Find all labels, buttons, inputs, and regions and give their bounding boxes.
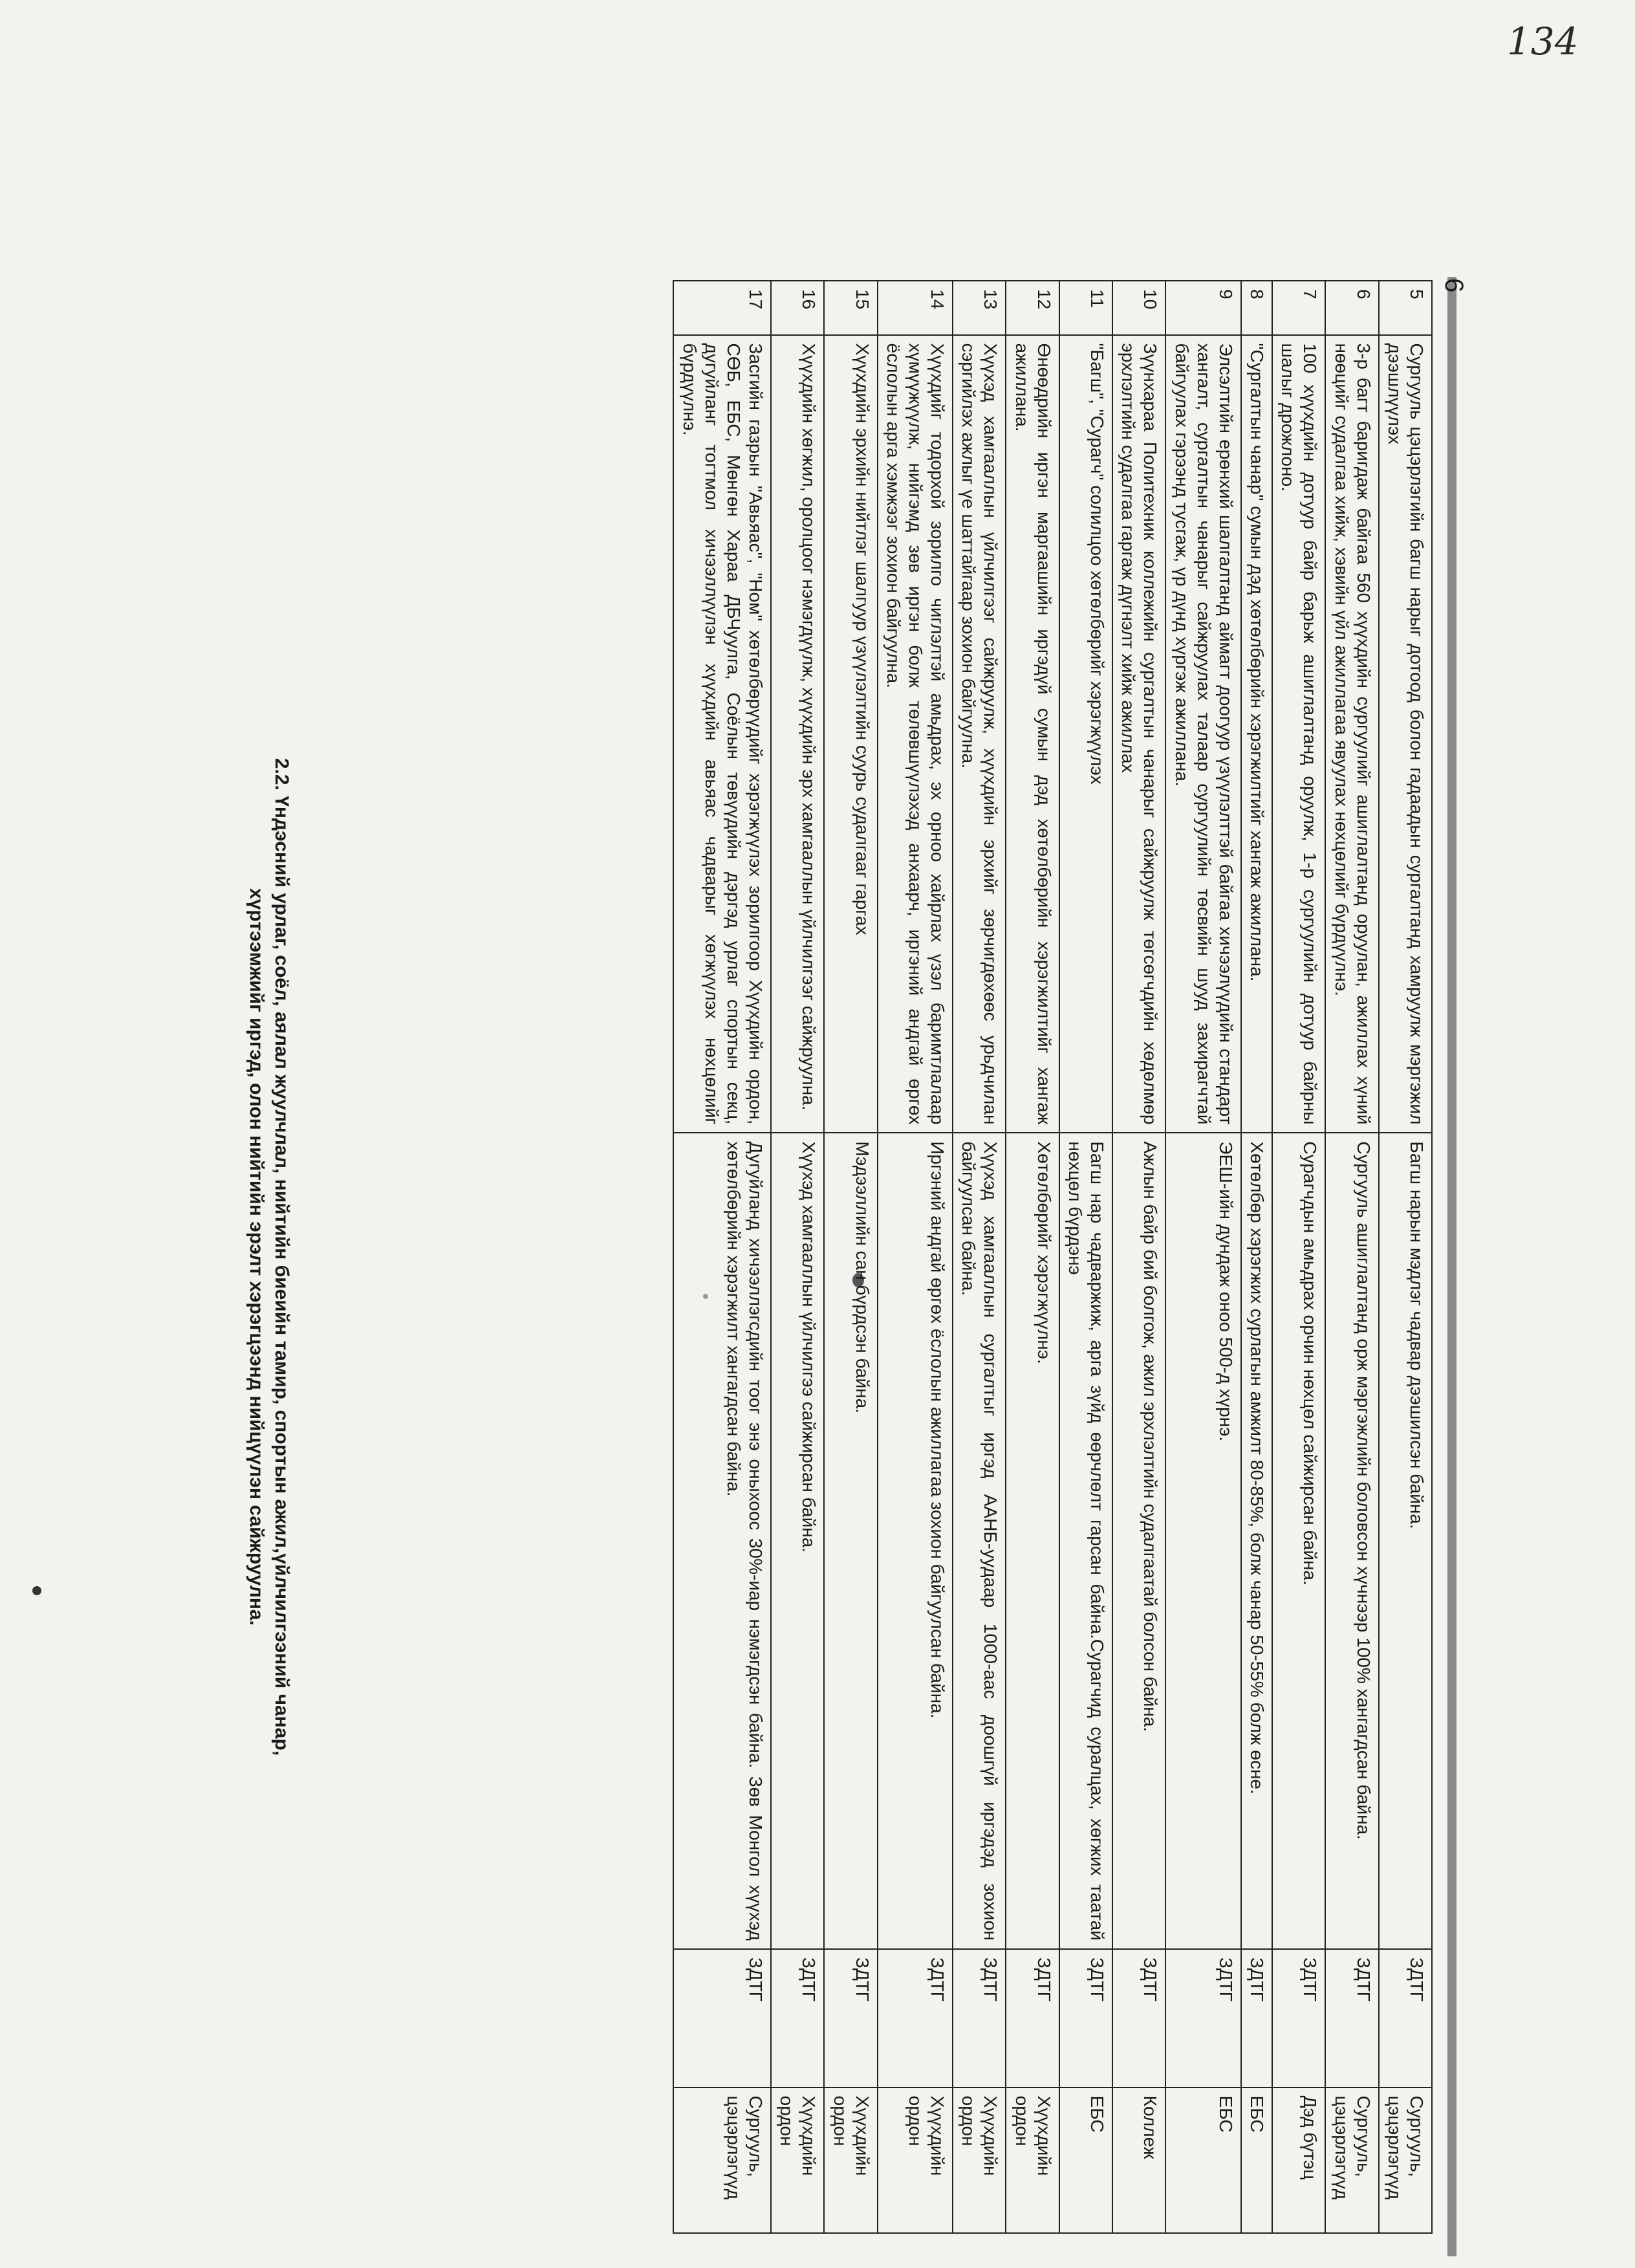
row-number: 6 (1325, 281, 1378, 335)
row-number: 15 (824, 281, 877, 335)
activity-cell: Элсэлтийн ерөнхий шалгалтанд аймагт доогуур үзүүлэлттэй байгаа хичээлүүдийн стандарт хангалт, сургалтын чанарыг сайжруулах талаар сургуулийн төсвийн шууд захирагчтай байгуулах гэрээнд тусгаж, үр дүнд хүргэж ажиллана. (1165, 335, 1240, 1133)
activity-cell: Сургууль цэцэрлэгийн багш нарыг дотоод болон гадаадын сургалтанд хамруулж мэргэжил дээшлүүлэх (1379, 335, 1432, 1133)
activity-cell: Зүүнхараа Политехник коллежийн сургалтын чанарыг сайжруулж төгсөгчдийн хөдөлмөр эрхлэлтийн судалгаа гаргаж дүгнэлт хийж ажиллах (1112, 335, 1165, 1133)
result-cell: Дугуйланд хичээллэгсдийн тоог энэ оныхоос 30%-иар нэмэгдсэн байна. Зөв Монгол хүүхэд хөтөлбөрийн хэрэгжилт хангагдсан байна. (673, 1133, 771, 1948)
activity-cell: Хүүхдийн хөгжил, оролцоог нэмэгдүүлж, хүүхдийн эрх хамгааллын үйлчилгээг сайжруулна. (771, 335, 824, 1133)
result-cell: Сурагчдын амьдрах орчин нөхцөл сайжирсан байна. (1272, 1133, 1325, 1948)
responsible-org-cell: Сургууль, цэцэрлэгүүд (1325, 2088, 1378, 2233)
activity-cell: 100 хүүхдийн дотуур байр барьж ашиглалтанд оруулж, 1-р сургуулийн дотуур байрны шалыг дрожлоно. (1272, 335, 1325, 1133)
funding-cell: ЗДТГ (1325, 1949, 1378, 2088)
table-row (1272, 281, 1325, 2233)
table-row (771, 281, 824, 2233)
table-row (1241, 281, 1272, 2233)
responsible-org-cell: Сургууль, цэцэрлэгүүд (673, 2088, 771, 2233)
result-cell: Багш нар чадваржиж, арга зүйд өөрчлөлт гарсан байна.Сурагчид суралцах, хөгжих таатай нөхцөл бүрдэнэ (1059, 1133, 1112, 1948)
activity-cell: Засгийн газрын "Авьяас", "Ном" хөтөлбөрүүдийг хэрэгжүүлэх зорилгоор Хүүхдийн ордон, СӨБ, ЕБС, Мөнгөн Хараа ДБЧуулга, Соёлын төвүүдийн дэргэд урлаг спортын секц, дугуйланг тогтмол хичээллүүлэн хүүхдийн авьяас чадварыг хөгжүүлэх нөхцөлийг бүрдүүлнэ. (673, 335, 771, 1133)
page-margin-bar (1447, 277, 1456, 2256)
responsible-org-cell: ЕБС (1059, 2088, 1112, 2233)
section-heading (244, 280, 294, 2234)
result-cell: Мэдээллийн сан бүрдсэн байна. (824, 1133, 877, 1948)
section-heading-line-1: 2.2. Үндэсний урлаг, соёл, аялал жуулчлал, нийтийн биеийн тамир, спортын ажил,үйлчилгээний чанар, (271, 758, 292, 1756)
result-cell: Хөтөлбөр хэрэгжих сурлагын амжилт 80-85%, болж чанар 50-55% болж өсне. (1241, 1133, 1272, 1948)
funding-cell: ЗДТГ (771, 1949, 824, 2088)
responsible-org-cell: Хүүхдийн ордон (824, 2088, 877, 2233)
row-number: 13 (953, 281, 1006, 335)
result-cell: ЭЕШ-ийн дундаж оноо 500-д хүрнэ. (1165, 1133, 1240, 1948)
responsible-org-cell: Хүүхдийн ордон (953, 2088, 1006, 2233)
action-plan-table-body (673, 281, 1432, 2233)
row-number: 14 (878, 281, 953, 335)
handwritten-page-number: 134 (1507, 19, 1579, 63)
action-plan-table (673, 280, 1433, 2234)
result-cell: Ажлын байр бий болгож, ажил эрхлэлтийн судалгаатай болсон байна. (1112, 1133, 1165, 1948)
responsible-org-cell: ЕБС (1241, 2088, 1272, 2233)
table-row (953, 281, 1006, 2233)
result-cell: Хөтөлбөрийг хэрэгжүүлнэ. (1006, 1133, 1059, 1948)
result-cell: Багш нарын мэдлэг чадвар дээшилсэн байна. (1379, 1133, 1432, 1948)
funding-cell: ЗДТГ (1379, 1949, 1432, 2088)
table-row (1165, 281, 1240, 2233)
row-number: 11 (1059, 281, 1112, 335)
table-row (1325, 281, 1378, 2233)
funding-cell: ЗДТГ (1059, 1949, 1112, 2088)
row-number: 9 (1165, 281, 1240, 335)
result-cell: Хүүхэд хамгааллын үйлчилгээ сайжирсан байна. (771, 1133, 824, 1948)
activity-cell: 3-р багт баригдаж байгаа 560 хүүхдийн сургуулийг ашиглалтанд оруулан, ажиллах хүний нөөцийг судалгаа хийж, хэвийн үйл ажиллагаа явуулах нөхцөлийг бүрдүүлнэ. (1325, 335, 1378, 1133)
responsible-org-cell: Сургууль, цэцэрлэгүүд (1379, 2088, 1432, 2233)
funding-cell: ЗДТГ (953, 1949, 1006, 2088)
responsible-org-cell: Коллеж (1112, 2088, 1165, 2233)
page-number: 6 (1440, 278, 1468, 293)
funding-cell: ЗДТГ (1272, 1949, 1325, 2088)
ink-speck (32, 1586, 41, 1595)
funding-cell: ЗДТГ (1112, 1949, 1165, 2088)
activity-cell: "Багш", "Сурагч" солилцоо хөтөлбөрийг хэрэгжүүлэх (1059, 335, 1112, 1133)
rotated-page-content (146, 280, 1433, 2234)
activity-cell: "Сургалтын чанар" сумын дэд хөтөлбөрийн хэрэгжилтийг хангаж ажиллана. (1241, 335, 1272, 1133)
activity-cell: Хүүхдийг тодорхой зорилго чиглэлтэй амьдрах, эх орноо хайрлах үзэл баримтлалаар хүмүүжүүлж, нийгэмд зөв иргэн болж төлөвшүүлэхэд анхаарч, иргэний андгай өргөх ёслолын арга хэмжээг зохион байгуулна. (878, 335, 953, 1133)
table-row (1379, 281, 1432, 2233)
responsible-org-cell: Хүүхдийн ордон (1006, 2088, 1059, 2233)
table-row (673, 281, 771, 2233)
result-cell: Хүүхэд хамгааллын сургалтыг иргэд ААНБ-уудаар 1000-аас доошгүй иргэдэд зохион байгуулсан байна. (953, 1133, 1006, 1948)
section-heading-line-2: хүртээмжийг иргэд, олон нийтийн эрэлт хэрэгцээнд нийцүүлэн сайжруулна. (246, 888, 267, 1626)
responsible-org-cell: Хүүхдийн ордон (771, 2088, 824, 2233)
table-row (1112, 281, 1165, 2233)
row-number: 5 (1379, 281, 1432, 335)
funding-cell: ЗДТГ (1165, 1949, 1240, 2088)
responsible-org-cell: Хүүхдийн ордон (878, 2088, 953, 2233)
result-cell: Иргэний андгай өргөх ёслолын ажиллагаа зохион байгуулсан байна. (878, 1133, 953, 1948)
funding-cell: ЗДТГ (1006, 1949, 1059, 2088)
funding-cell: ЗДТГ (878, 1949, 953, 2088)
row-number: 8 (1241, 281, 1272, 335)
table-row (1006, 281, 1059, 2233)
row-number: 12 (1006, 281, 1059, 335)
table-row (878, 281, 953, 2233)
activity-cell: Өнөөдрийн иргэн маргаашийн иргэдүй сумын дэд хөтөлбөрийн хэрэгжилтийг хангаж ажиллана. (1006, 335, 1059, 1133)
row-number: 17 (673, 281, 771, 335)
funding-cell: ЗДТГ (824, 1949, 877, 2088)
table-row (1059, 281, 1112, 2233)
row-number: 10 (1112, 281, 1165, 335)
result-cell: Сургууль ашиглалтанд орж мэргэжлийн боловсон хүчнээр 100% хангагдсан байна. (1325, 1133, 1378, 1948)
responsible-org-cell: Дэд бүтэц (1272, 2088, 1325, 2233)
table-row (824, 281, 877, 2233)
funding-cell: ЗДТГ (1241, 1949, 1272, 2088)
funding-cell: ЗДТГ (673, 1949, 771, 2088)
activity-cell: Хүүхэд хамгааллын үйлчилгээг сайжруулж, хүүхдийн эрхийг зөрчигдөхөөс урьдчилан сэргийлэх ажлыг үе шаттайгаар зохион байгуулна. (953, 335, 1006, 1133)
activity-cell: Хүүхдийн эрхийн нийтлэг шалгуур үзүүлэлтийн суурь судалгааг гаргах (824, 335, 877, 1133)
row-number: 7 (1272, 281, 1325, 335)
responsible-org-cell: ЕБС (1165, 2088, 1240, 2233)
row-number: 16 (771, 281, 824, 335)
